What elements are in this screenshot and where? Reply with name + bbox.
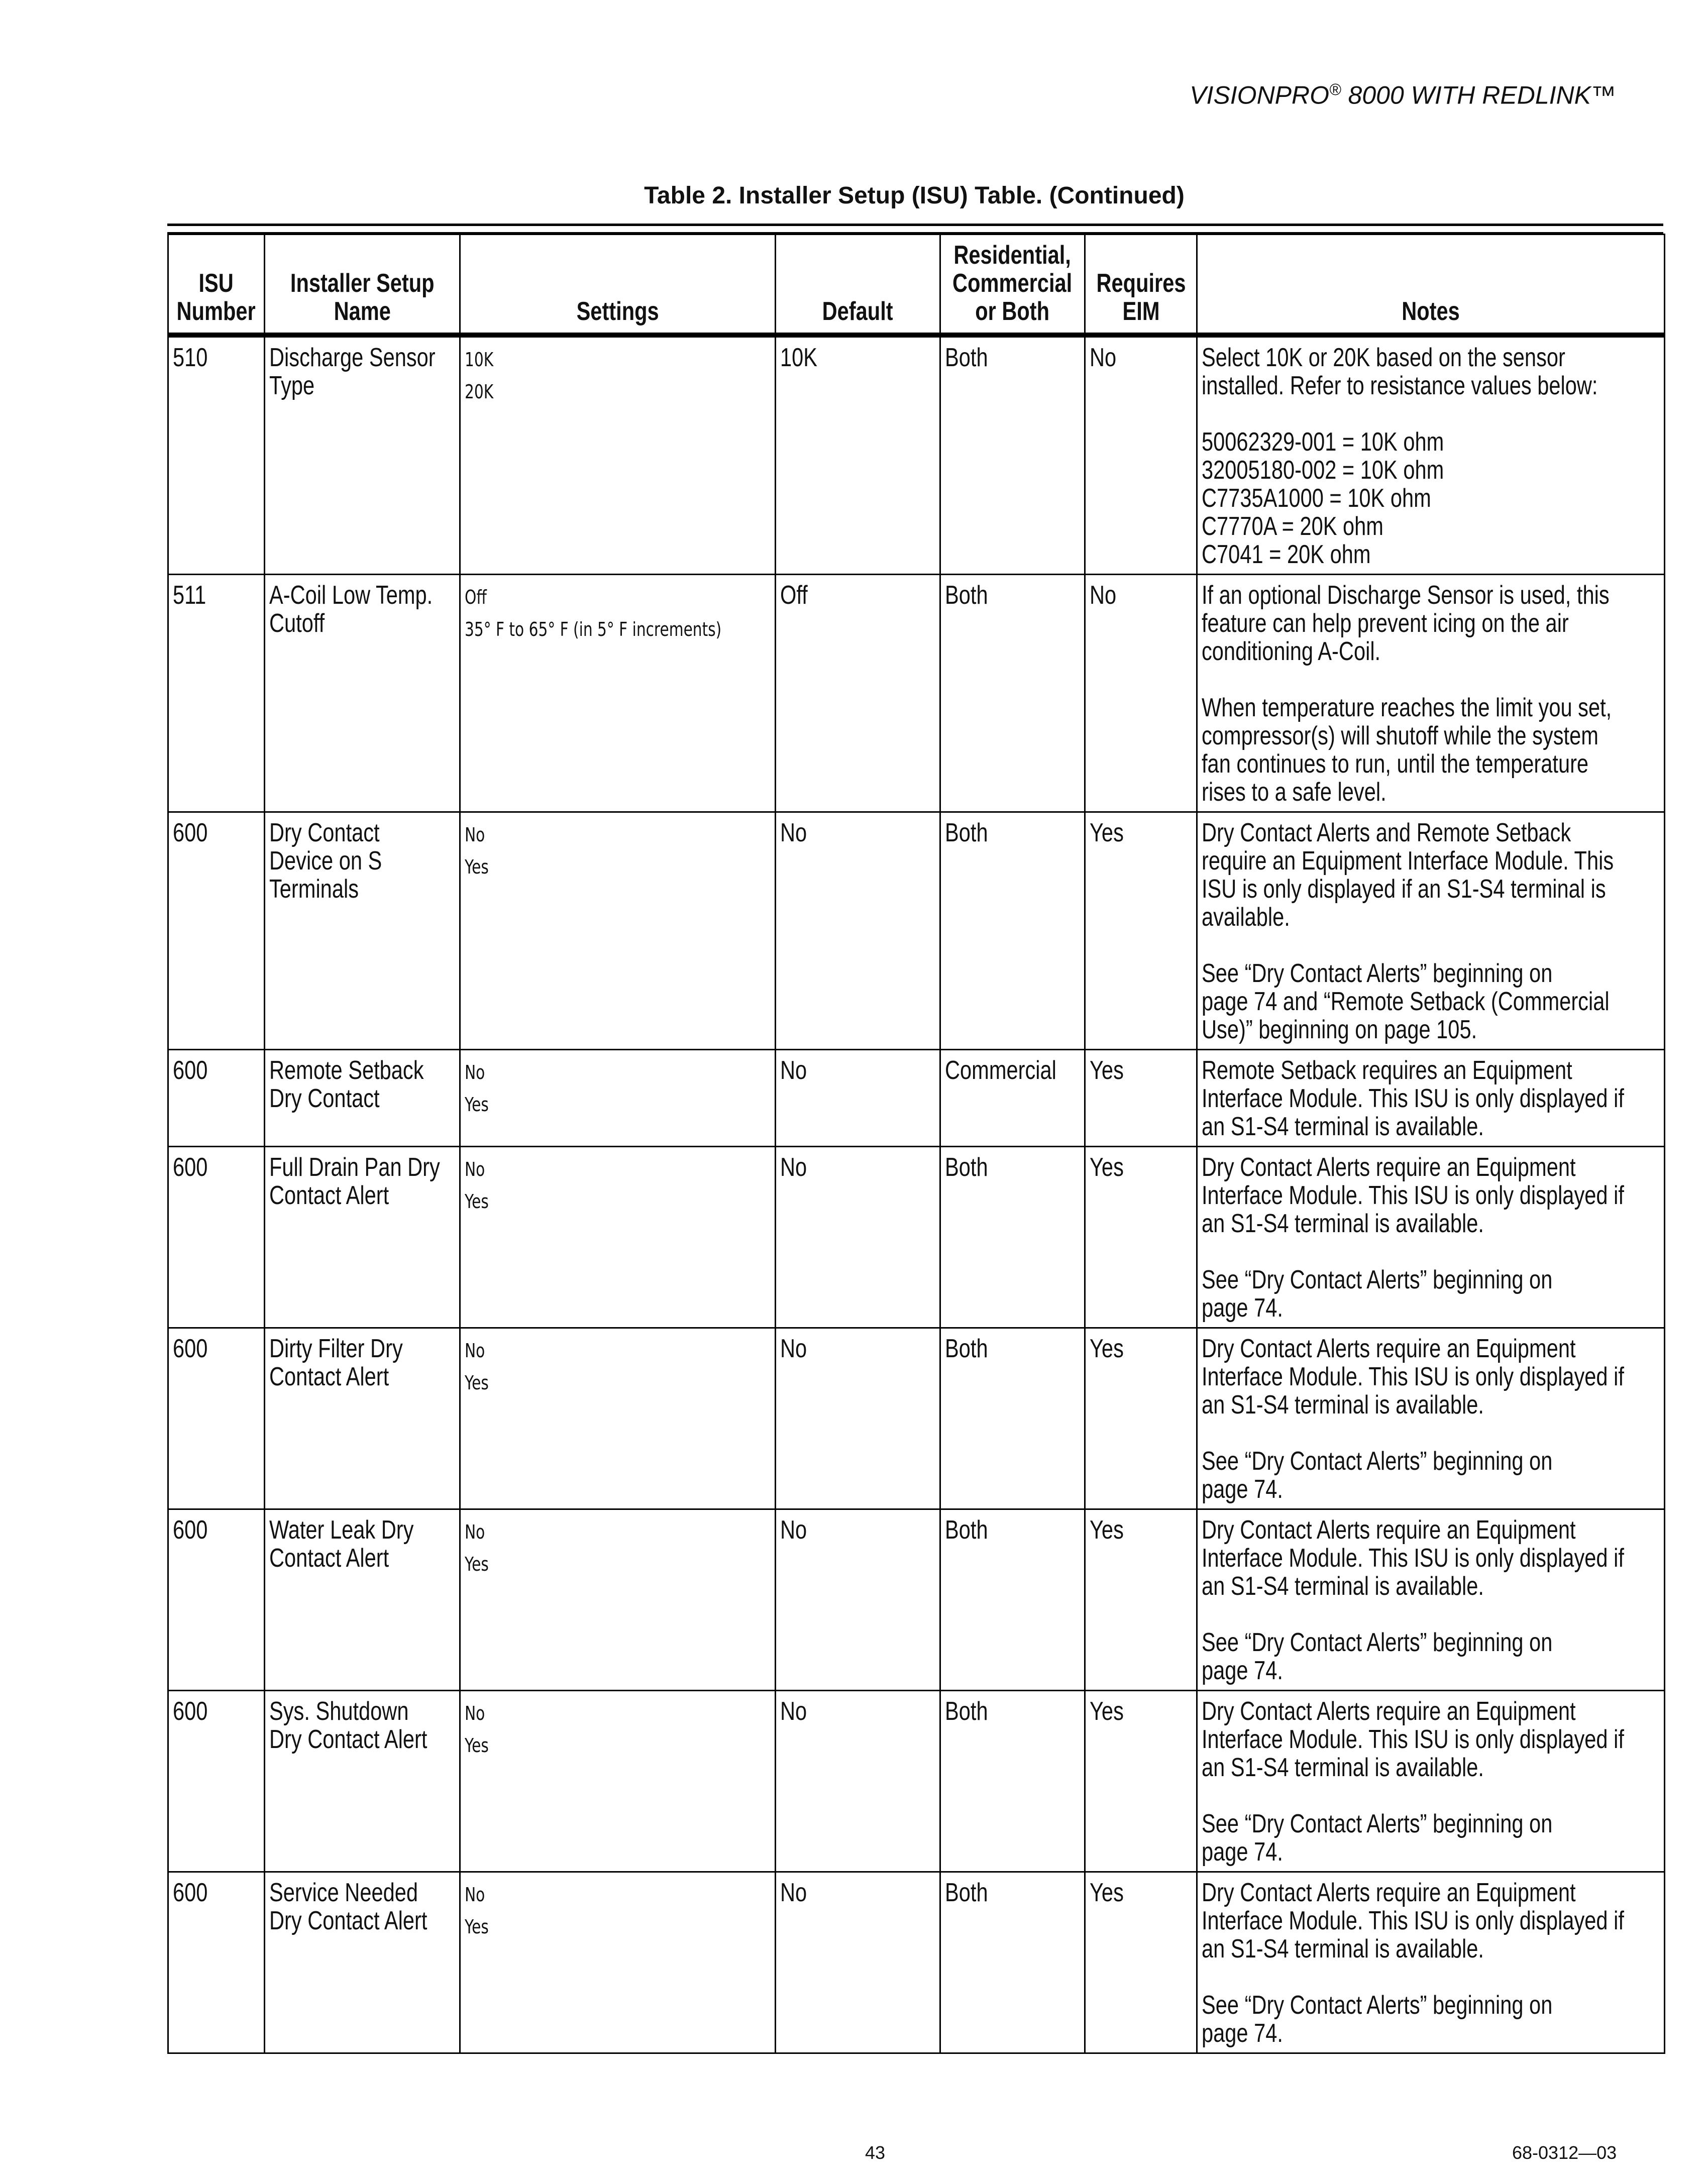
eim-cell xyxy=(1085,1691,1197,1872)
isu-number: 510 xyxy=(173,343,208,372)
column-header-label: Installer Setup Name xyxy=(290,269,435,326)
setting-option: Yes xyxy=(465,1734,489,1757)
isu-number-cell xyxy=(168,1328,265,1509)
settings-cell xyxy=(460,1050,776,1147)
notes-cell xyxy=(1197,1872,1665,2053)
default-value: No xyxy=(780,1056,807,1085)
setting-option: No xyxy=(465,1521,485,1543)
document-number: 68-0312—03 xyxy=(1512,2142,1617,2163)
settings-cell xyxy=(460,335,776,575)
table-row xyxy=(168,1050,1665,1147)
setup-name: Full Drain Pan Dry Contact Alert xyxy=(269,1153,440,1210)
eim-cell xyxy=(1085,1509,1197,1691)
settings-cell xyxy=(460,812,776,1050)
column-header xyxy=(940,235,1085,336)
isu-number: 600 xyxy=(173,1515,208,1545)
note-paragraph: Dry Contact Alerts and Remote Setback require an Equipment Interface Module. This ISU is only displayed if an S1-S4 terminal is available. xyxy=(1202,818,1614,932)
notes-cell xyxy=(1197,1147,1665,1328)
note-paragraph: See “Dry Contact Alerts” beginning on page 74. xyxy=(1202,1991,1553,2048)
default-value: No xyxy=(780,1697,807,1726)
default-value: No xyxy=(780,818,807,847)
setup-name: Service Needed Dry Contact Alert xyxy=(269,1878,428,1935)
applies-to: Both xyxy=(945,1515,988,1545)
isu-number: 600 xyxy=(173,1878,208,1907)
setup-name: Remote Setback Dry Contact xyxy=(269,1056,424,1113)
header-title: VISIONPRO xyxy=(1190,81,1330,110)
setting-option: Yes xyxy=(465,1916,489,1938)
default-cell xyxy=(776,812,940,1050)
table-row xyxy=(168,1691,1665,1872)
default-value: No xyxy=(780,1878,807,1907)
table-row xyxy=(168,812,1665,1050)
notes-cell xyxy=(1197,1509,1665,1691)
requires-eim: No xyxy=(1090,581,1117,610)
isu-number-cell xyxy=(168,1147,265,1328)
setup-name: Dry Contact Device on S Terminals xyxy=(269,818,382,904)
settings-cell xyxy=(460,575,776,812)
applies-to: Both xyxy=(945,1334,988,1363)
setup-name: Water Leak Dry Contact Alert xyxy=(269,1515,414,1573)
column-header xyxy=(776,235,940,336)
requires-eim: Yes xyxy=(1090,818,1124,847)
notes-cell xyxy=(1197,1328,1665,1509)
column-header xyxy=(1197,235,1665,336)
setting-option: 10K xyxy=(465,349,494,371)
setting-option: No xyxy=(465,1158,485,1180)
requires-eim: Yes xyxy=(1090,1153,1124,1182)
setting-option: No xyxy=(465,824,485,846)
default-cell xyxy=(776,1509,940,1691)
setup-name-cell xyxy=(265,1509,460,1691)
setup-name: Discharge Sensor Type xyxy=(269,343,436,400)
isu-number-cell xyxy=(168,812,265,1050)
eim-cell xyxy=(1085,812,1197,1050)
applies-cell xyxy=(940,1691,1085,1872)
isu-number-cell xyxy=(168,1872,265,2053)
isu-number: 600 xyxy=(173,1697,208,1726)
page-number: 43 xyxy=(865,2142,886,2163)
column-header xyxy=(1085,235,1197,336)
isu-number-cell xyxy=(168,1050,265,1147)
note-paragraph: See “Dry Contact Alerts” beginning on page 74. xyxy=(1202,1809,1553,1867)
note-paragraph: When temperature reaches the limit you set, compressor(s) will shutoff while the system fan continues to run, until the temperature rises to a safe level. xyxy=(1202,693,1612,807)
applies-to: Both xyxy=(945,343,988,372)
note-paragraph: Select 10K or 20K based on the sensor installed. Refer to resistance values below: xyxy=(1202,343,1598,400)
setting-option: 20K xyxy=(465,381,494,403)
default-value: No xyxy=(780,1153,807,1182)
setting-option: No xyxy=(465,1061,485,1083)
isu-number: 600 xyxy=(173,1056,208,1085)
note-paragraph: Remote Setback requires an Equipment Interface Module. This ISU is only displayed if an S1-S4 terminal is available. xyxy=(1202,1056,1624,1141)
setup-name-cell xyxy=(265,1328,460,1509)
setup-name-cell xyxy=(265,575,460,812)
setting-option: Yes xyxy=(465,856,489,878)
table-top-rule xyxy=(167,224,1663,234)
notes-cell xyxy=(1197,1050,1665,1147)
setup-name-cell xyxy=(265,1691,460,1872)
notes-cell xyxy=(1197,812,1665,1050)
applies-cell xyxy=(940,1147,1085,1328)
requires-eim: Yes xyxy=(1090,1515,1124,1545)
default-cell xyxy=(776,1050,940,1147)
requires-eim: Yes xyxy=(1090,1056,1124,1085)
notes-cell xyxy=(1197,335,1665,575)
setting-option: No xyxy=(465,1884,485,1906)
note-paragraph: Dry Contact Alerts require an Equipment Interface Module. This ISU is only displayed if an S1-S4 terminal is available. xyxy=(1202,1878,1624,1964)
setting-option: Yes xyxy=(465,1094,489,1116)
notes-cell xyxy=(1197,1691,1665,1872)
setup-name-cell xyxy=(265,1147,460,1328)
applies-to: Both xyxy=(945,1697,988,1726)
table-title: Table 2. Installer Setup (ISU) Table. (Continued) xyxy=(644,182,1185,209)
column-header xyxy=(265,235,460,336)
column-header xyxy=(168,235,265,336)
requires-eim: Yes xyxy=(1090,1878,1124,1907)
requires-eim: Yes xyxy=(1090,1334,1124,1363)
note-paragraph: See “Dry Contact Alerts” beginning on page 74. xyxy=(1202,1628,1553,1685)
eim-cell xyxy=(1085,1872,1197,2053)
default-cell xyxy=(776,1872,940,2053)
setup-name-cell xyxy=(265,1872,460,2053)
setup-name: Dirty Filter Dry Contact Alert xyxy=(269,1334,403,1391)
setup-name-cell xyxy=(265,1050,460,1147)
applies-cell xyxy=(940,1509,1085,1691)
eim-cell xyxy=(1085,1328,1197,1509)
header-title-rest: 8000 WITH REDLINK™ xyxy=(1341,81,1616,110)
isu-table xyxy=(167,234,1665,2054)
applies-to: Both xyxy=(945,581,988,610)
isu-number: 600 xyxy=(173,1334,208,1363)
setup-name-cell xyxy=(265,812,460,1050)
requires-eim: No xyxy=(1090,343,1117,372)
note-paragraph: Dry Contact Alerts require an Equipment Interface Module. This ISU is only displayed if an S1-S4 terminal is available. xyxy=(1202,1334,1624,1420)
setting-option: 35° F to 65° F (in 5° F increments) xyxy=(465,618,722,640)
note-paragraph: 50062329-001 = 10K ohm 32005180-002 = 10K ohm C7735A1000 = 10K ohm C7770A = 20K ohm C7041 = 20K ohm xyxy=(1202,427,1444,569)
applies-to: Commercial xyxy=(945,1056,1056,1085)
note-paragraph: Dry Contact Alerts require an Equipment Interface Module. This ISU is only displayed if an S1-S4 terminal is available. xyxy=(1202,1515,1624,1601)
applies-cell xyxy=(940,1050,1085,1147)
eim-cell xyxy=(1085,575,1197,812)
applies-to: Both xyxy=(945,818,988,847)
column-header xyxy=(460,235,776,336)
settings-cell xyxy=(460,1328,776,1509)
isu-number-cell xyxy=(168,1691,265,1872)
column-header-label: Notes xyxy=(1402,297,1460,326)
setup-name: Sys. Shutdown Dry Contact Alert xyxy=(269,1697,428,1754)
setup-name-cell xyxy=(265,335,460,575)
isu-number-cell xyxy=(168,575,265,812)
default-cell xyxy=(776,1328,940,1509)
eim-cell xyxy=(1085,1147,1197,1328)
default-value: No xyxy=(780,1334,807,1363)
note-paragraph: Dry Contact Alerts require an Equipment Interface Module. This ISU is only displayed if an S1-S4 terminal is available. xyxy=(1202,1697,1624,1782)
settings-cell xyxy=(460,1147,776,1328)
setting-option: No xyxy=(465,1702,485,1724)
eim-cell xyxy=(1085,335,1197,575)
applies-to: Both xyxy=(945,1878,988,1907)
setting-option: Yes xyxy=(465,1190,489,1213)
default-value: Off xyxy=(780,581,808,610)
registered-mark: ® xyxy=(1329,80,1341,98)
note-paragraph: See “Dry Contact Alerts” beginning on page 74. xyxy=(1202,1447,1553,1504)
note-paragraph: If an optional Discharge Sensor is used, this feature can help prevent icing on the air conditioning A-Coil. xyxy=(1202,581,1610,666)
applies-cell xyxy=(940,812,1085,1050)
applies-cell xyxy=(940,1872,1085,2053)
settings-cell xyxy=(460,1872,776,2053)
default-value: No xyxy=(780,1515,807,1545)
settings-cell xyxy=(460,1691,776,1872)
isu-number: 600 xyxy=(173,1153,208,1182)
applies-cell xyxy=(940,575,1085,812)
default-cell xyxy=(776,1147,940,1328)
setting-option: No xyxy=(465,1340,485,1362)
requires-eim: Yes xyxy=(1090,1697,1124,1726)
note-paragraph: See “Dry Contact Alerts” beginning on page 74. xyxy=(1202,1265,1553,1323)
applies-cell xyxy=(940,335,1085,575)
document-header xyxy=(1190,80,1616,110)
default-cell xyxy=(776,335,940,575)
table-row xyxy=(168,575,1665,812)
column-header-label: Settings xyxy=(576,297,659,326)
isu-number-cell xyxy=(168,1509,265,1691)
eim-cell xyxy=(1085,1050,1197,1147)
note-paragraph: Dry Contact Alerts require an Equipment Interface Module. This ISU is only displayed if an S1-S4 terminal is available. xyxy=(1202,1153,1624,1238)
table-row xyxy=(168,1872,1665,2053)
column-header-label: Requires EIM xyxy=(1096,269,1186,326)
setup-name: A-Coil Low Temp. Cutoff xyxy=(269,581,433,638)
column-header-label: Residential, Commercial or Both xyxy=(952,241,1073,326)
table-row xyxy=(168,1147,1665,1328)
isu-number: 511 xyxy=(173,581,206,610)
note-paragraph: See “Dry Contact Alerts” beginning on page 74 and “Remote Setback (Commercial Use)” beginning on page 105. xyxy=(1202,959,1610,1044)
column-header-label: ISU Number xyxy=(176,269,256,326)
notes-cell xyxy=(1197,575,1665,812)
settings-cell xyxy=(460,1509,776,1691)
setting-option: Yes xyxy=(465,1553,489,1575)
applies-cell xyxy=(940,1328,1085,1509)
default-cell xyxy=(776,575,940,812)
table-row xyxy=(168,1328,1665,1509)
default-cell xyxy=(776,1691,940,1872)
setting-option: Yes xyxy=(465,1372,489,1394)
setting-option: Off xyxy=(465,586,487,608)
table-row xyxy=(168,335,1665,575)
isu-number-cell xyxy=(168,335,265,575)
table-header-row xyxy=(168,235,1665,336)
applies-to: Both xyxy=(945,1153,988,1182)
isu-number: 600 xyxy=(173,818,208,847)
column-header-label: Default xyxy=(822,297,893,326)
table-row xyxy=(168,1509,1665,1691)
default-value: 10K xyxy=(780,343,818,372)
